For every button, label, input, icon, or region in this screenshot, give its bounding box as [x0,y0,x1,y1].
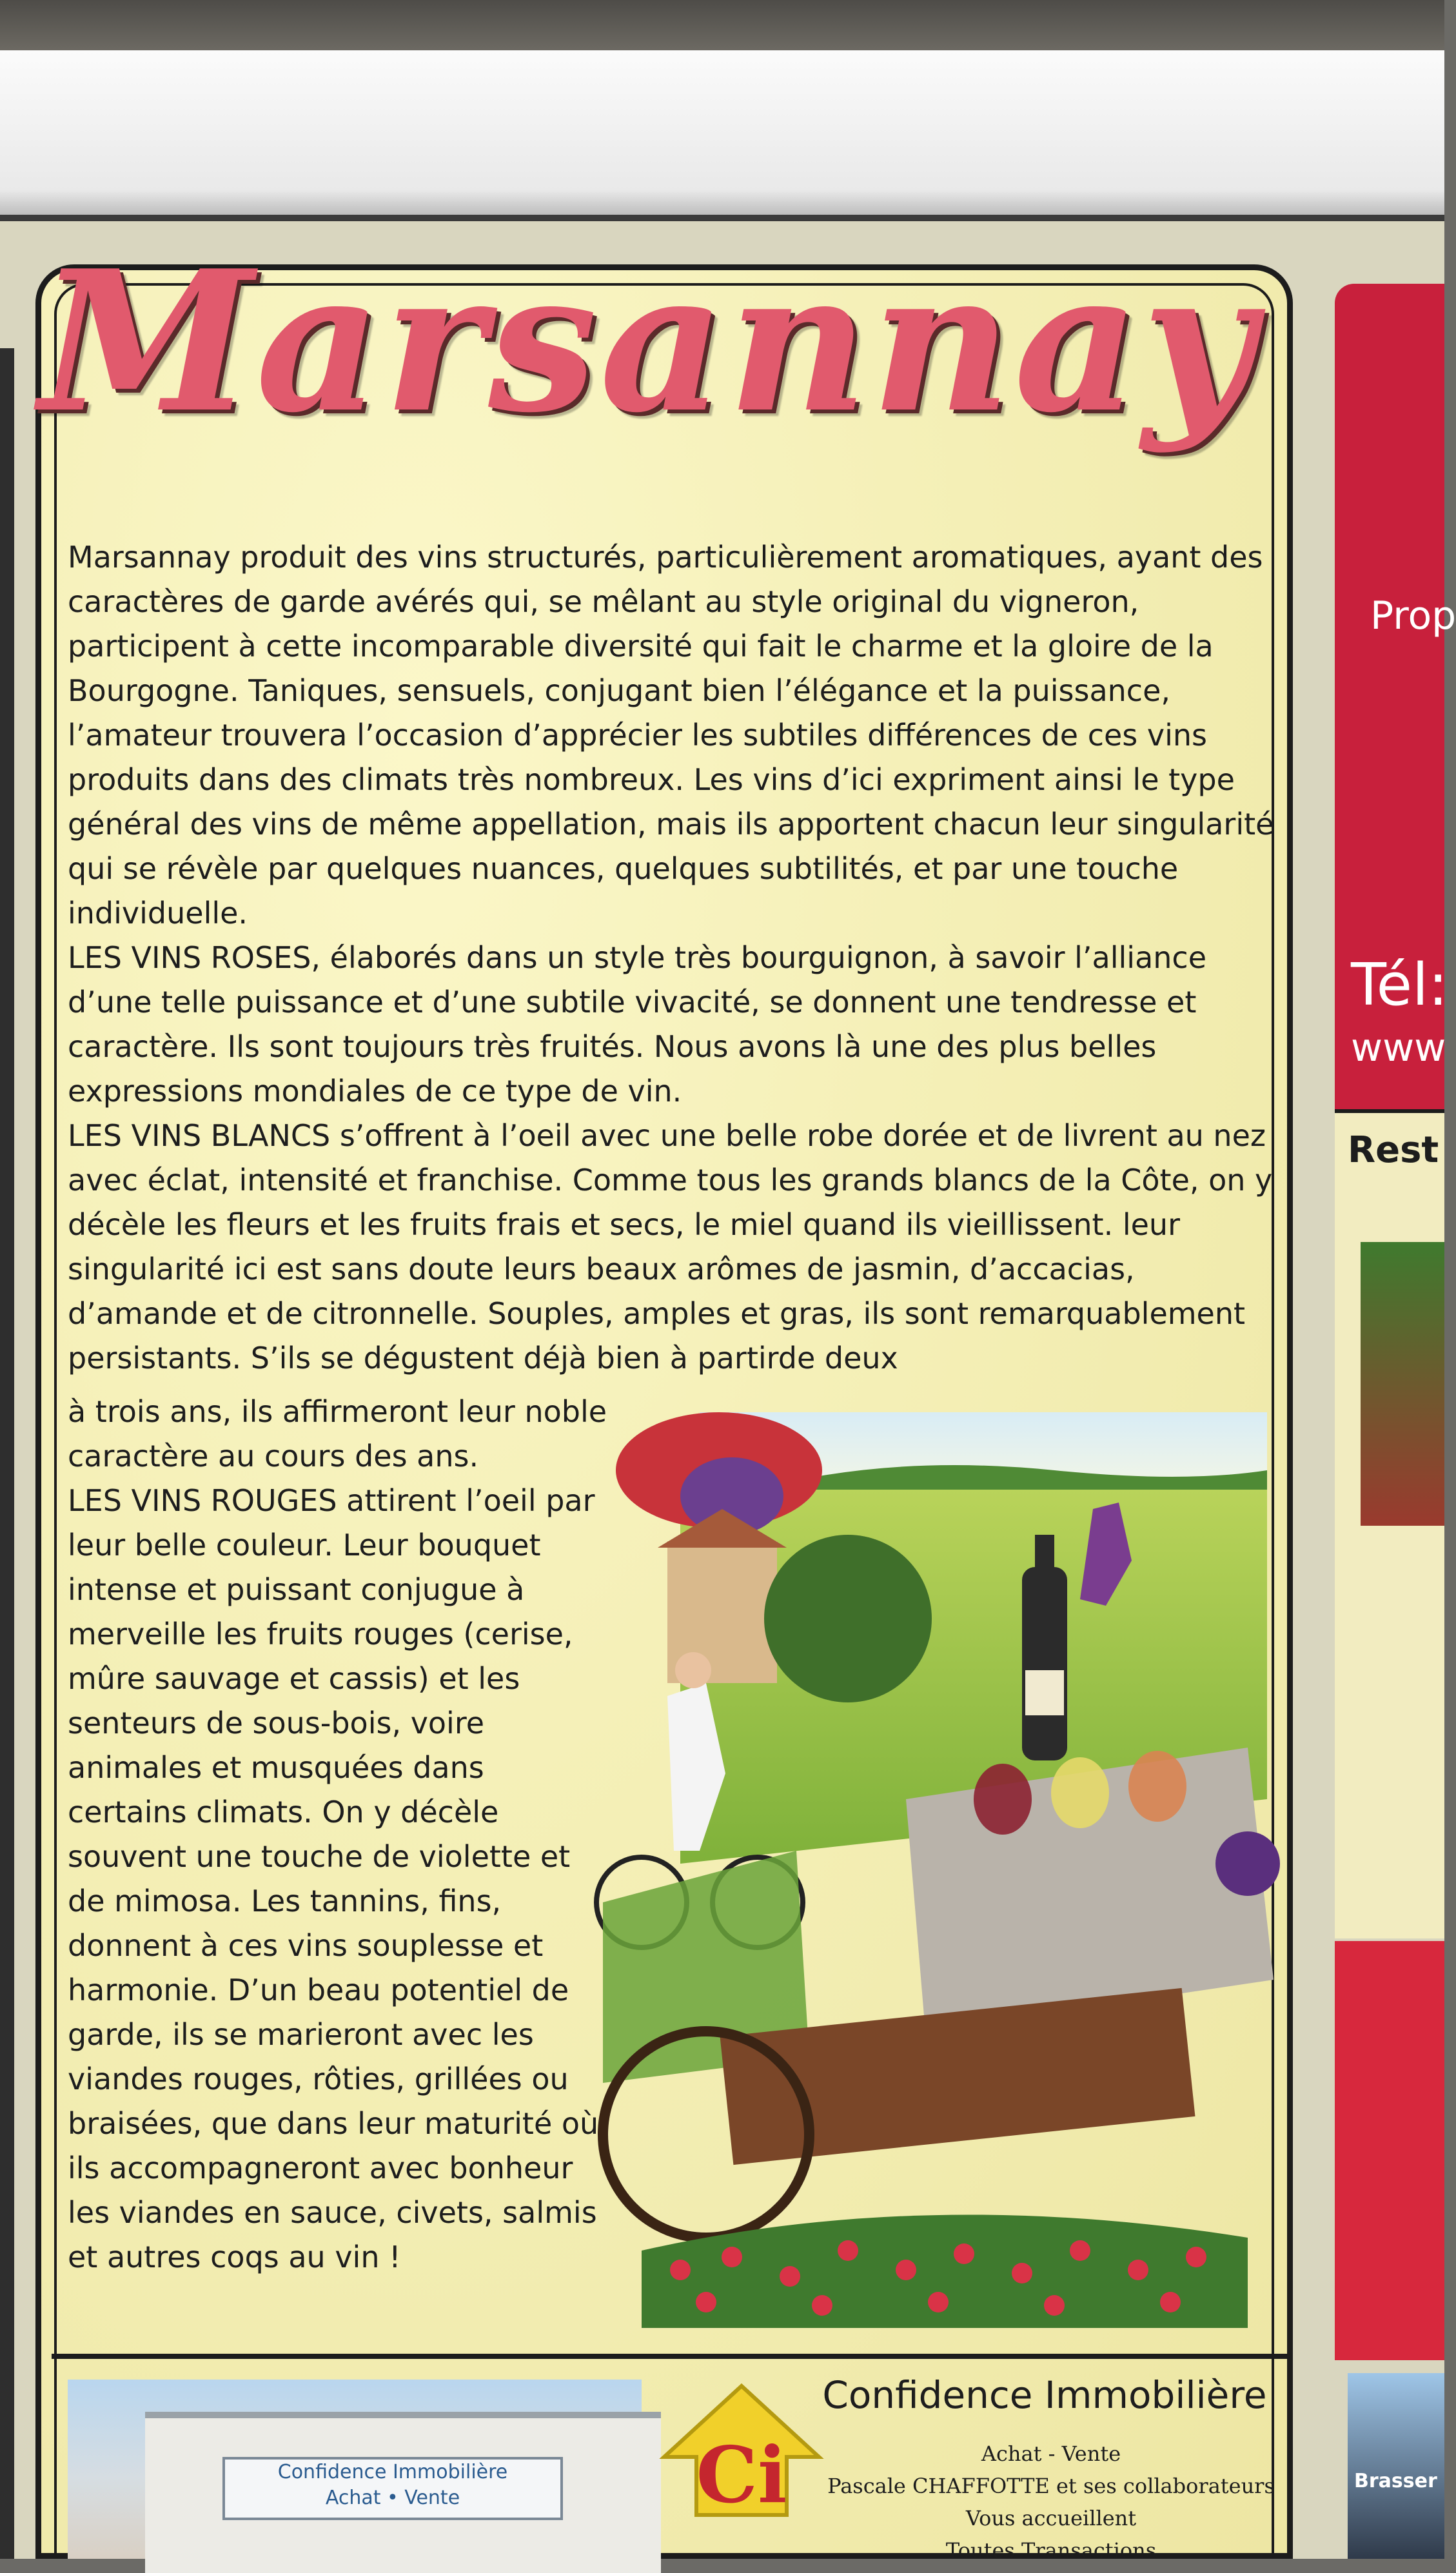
ci-logo-text: Ci [696,2430,787,2521]
side-text-rest: Rest [1348,1129,1439,1171]
glass-red [974,1764,1032,1835]
agency-details [812,2438,1290,2567]
agency-line-1: Achat - Vente [981,2441,1121,2466]
agency-line-3: Vous accueillent [965,2506,1137,2530]
cyclist-head [675,1652,711,1688]
blancs-paragraph: LES VINS BLANCS s’offrent à l’oeil avec une belle robe dorée et de livrent au nez avec éclat, intensité et franchise. Comme tous les grands blancs de la Côte, on y décèle les fleurs et les fruits frais et secs, le miel quand ils vieillissent. leur singularité ici est sans doute leurs beaux arômes de jasmin, d’accacias, d’amande et de citronnelle. Souples, amples et gras, ils sont remarquablement persistants. S’ils se dégustent déjà bien à partirde deux [68,1118,1273,1375]
wine-bottle [1022,1567,1067,1760]
sign-divider [52,2354,1290,2359]
storefront-sign [222,2457,563,2520]
bottle-neck [1035,1535,1054,1580]
display-case-frame [0,50,1444,221]
agency-line-2: Pascale CHAFFOTTE et ses collaborateurs [827,2474,1275,2498]
left-panel-edge [0,348,14,2559]
side-text-prop: Prop [1370,593,1456,638]
glass-rose [1128,1751,1186,1822]
round-bush [764,1535,932,1702]
side-ad-brasserie [1348,2373,1444,2559]
storefront-sign-line2: Achat • Vente [325,2487,460,2509]
side-ad-red [1335,284,1456,1109]
storefront-sign-line1: Confidence Immobilière [277,2461,508,2483]
stone-wall [0,0,1444,52]
bottle-label [1025,1670,1064,1715]
side-ad-restaurant [1335,1109,1444,1938]
sign-main-text [68,535,1286,1381]
vineyard-illustration [603,1412,1290,2328]
agency-line-4: Toutes Transactions [945,2538,1157,2563]
grapes-on-table [1215,1831,1280,1896]
sign-title: Marsannay [39,228,1257,455]
agency-name: Confidence Immobilière [822,2373,1267,2417]
intro-paragraph: Marsannay produit des vins structurés, particulièrement aromatiques, ayant des caractères de garde avérés qui, se mêlant au style original du vigneron, participent à cette incomparable diversité qui fait le charme et la gloire de la Bourgogne. Taniques, sensuels, conjugant bien l’élégance et la puissance, l’amateur trouvera l’occasion d’apprécier les subtiles différences de ces vins produits dans des climats très nombreux. Les vins d’ici expriment ainsi le type général des vins de même appellation, mais ils apportent chacun leur singularité qui se révèle par quelques nuances, quelques subtilités, et par une touche individuelle. [68,540,1274,931]
rouges-paragraph: LES VINS ROUGES attirent l’oeil par leur belle couleur. Leur bouquet intense et puissant conjugue à merveille les fruits rouges (cerise, mûre sauvage et cassis) et les senteurs de sous-bois, voire animales et musquées dans certains climats. On y décèle souvent une touche de violette et de mimosa. Les tannins, fins, donnent à ces vins souplesse et harmonie. D’un beau potentiel de garde, ils se marieront avec les viandes rouges, rôties, grillées ou braisées, que dans leur maturité où ils accompagneront avec bonheur les viandes en sauce, civets, salmis et autres coqs au vin ! [68,1483,599,2274]
side-ad-red-lower [1335,1941,1444,2360]
agency-storefront-photo [68,2380,642,2559]
blancs-paragraph-end: à trois ans, ils affirmeront leur noble caractère au cours des ans. [68,1394,607,1474]
side-text-tel: Tél: [1351,951,1448,1019]
restaurant-photo [1361,1242,1444,1526]
glass-white [1051,1757,1109,1828]
side-text-www: www [1351,1025,1446,1070]
roses-paragraph: LES VINS ROSES, élaborés dans un style très bourguignon, à savoir l’alliance d’une telle puissance et d’une subtile vivacité, se donnent une tendresse et caractère. Ils sont toujours très fruités. Nous avons là une des plus belles expressions mondiales de ce type de vin. [68,940,1207,1109]
sign-column-text [68,1390,609,2280]
side-text-brasserie: Brasser [1354,2470,1437,2492]
